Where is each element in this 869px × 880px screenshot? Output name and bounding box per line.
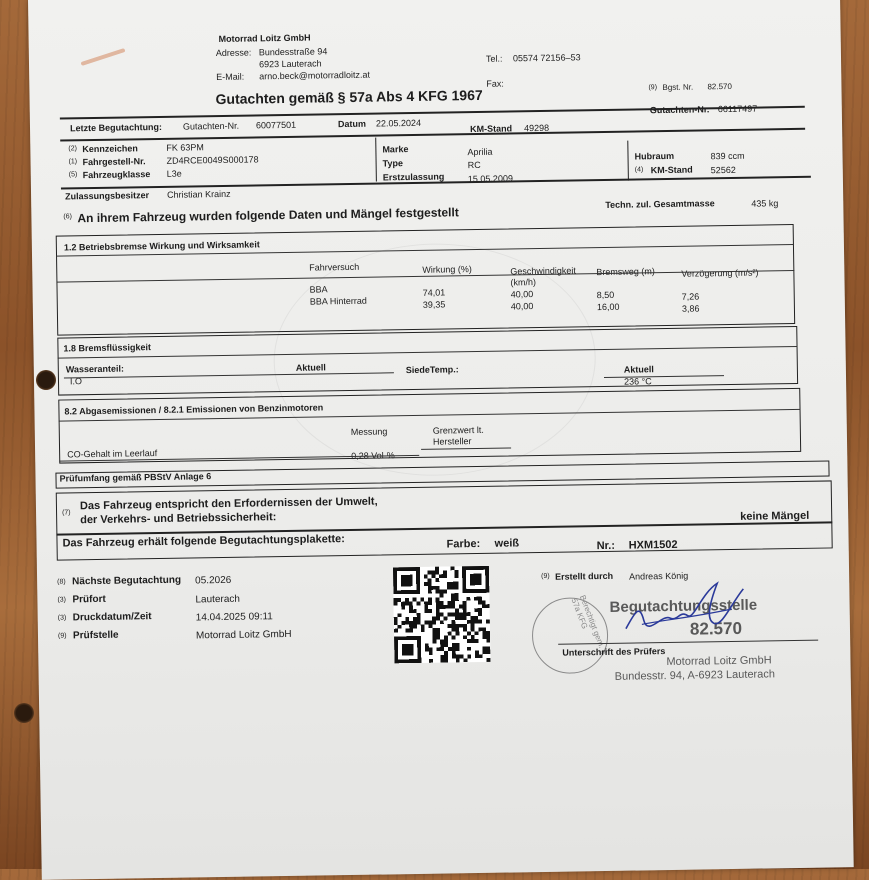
wasser-label: Wasseranteil: <box>65 363 125 375</box>
brake-row-weg: 16,00 <box>596 301 620 313</box>
marke-label: Marke <box>382 144 409 155</box>
last-datum-label: Datum <box>337 118 367 130</box>
stamp-title: Begutachtungsstelle <box>609 596 758 616</box>
punch-hole-icon <box>36 370 56 390</box>
siede-value: 236 °C <box>623 376 652 387</box>
farbe-value: weiß <box>494 537 520 550</box>
col-speed-2: (km/h) <box>510 277 537 288</box>
fluid-section <box>57 326 798 396</box>
besitzer-label: Zulassungsbesitzer <box>65 190 150 202</box>
inspection-report-sheet <box>28 0 854 880</box>
bgst-value: 82.570 <box>707 81 732 92</box>
stelle-label: Prüfstelle <box>72 629 119 642</box>
findings-num: (6) <box>63 213 73 221</box>
siede-aktuell-label: Aktuell <box>623 364 654 375</box>
masse-value: 435 kg <box>751 198 779 209</box>
col-wirkung: Wirkung (%) <box>422 264 472 275</box>
email-label: E-Mail: <box>216 71 245 83</box>
erstzulassung-label: Erstzulassung <box>382 171 445 183</box>
km-label: KM-Stand <box>650 164 693 176</box>
brake-title: 1.2 Betriebsbremse Wirkung und Wirksamkeit <box>63 239 260 253</box>
fahrgestell-num: (1) <box>68 158 78 166</box>
divider <box>627 141 629 181</box>
wasser-aktuell-label: Aktuell <box>295 362 326 373</box>
ort-value: Lauterach <box>195 593 241 606</box>
erstellt-label: Erstellt durch <box>555 570 614 582</box>
tel-value: 05574 72156–53 <box>512 52 581 64</box>
seal-text: Berechtigt gem. § 57a KFG <box>569 593 609 656</box>
grenz-line1: Grenzwert lt. <box>432 424 484 436</box>
grenz-line2: Hersteller <box>432 436 472 447</box>
kennzeichen-value: FK 63PM <box>166 142 204 153</box>
hubraum-value: 839 ccm <box>710 150 745 162</box>
klasse-label: Fahrzeugklasse <box>82 169 151 181</box>
co-label: CO-Gehalt im Leerlauf <box>67 448 158 460</box>
gutachten-label: Gutachten-Nr. <box>649 104 710 116</box>
erstellt-value: Andreas König <box>629 570 689 582</box>
address-label: Adresse: <box>215 47 252 59</box>
last-km-value: 49298 <box>523 122 550 134</box>
report-title: Gutachten gemäß § 57a Abs 4 KFG 1967 <box>215 86 483 108</box>
findings-heading: An ihrem Fahrzeug wurden folgende Daten und Mängel festgestellt <box>77 205 459 226</box>
brake-row-name: BBA <box>309 284 328 295</box>
col-verz: Verzögerung (m/s²) <box>681 267 759 279</box>
besitzer-value: Christian Krainz <box>166 188 231 200</box>
kennzeichen-num: (2) <box>68 145 77 153</box>
col-speed-1: Geschwindigkeit <box>510 265 576 277</box>
kennzeichen-label: Kennzeichen <box>82 143 138 155</box>
result-line1: Das Fahrzeug entspricht den Erfordernissen der Umwelt, <box>79 495 378 513</box>
messung-label: Messung <box>350 426 388 437</box>
type-label: Type <box>382 158 404 169</box>
last-gutachten-value: 60077501 <box>255 119 297 131</box>
brake-row-verz: 7,26 <box>681 291 700 302</box>
marke-value: Aprilia <box>467 146 493 158</box>
next-num: (8) <box>57 578 66 586</box>
masse-label: Techn. zul. Gesamtmasse <box>605 198 715 210</box>
emission-title: 8.2 Abgasemissionen / 8.2.1 Emissionen von Benzinmotoren <box>64 402 324 417</box>
brake-row-speed: 40,00 <box>510 301 534 312</box>
druck-label: Druckdatum/Zeit <box>72 611 152 624</box>
unterschrift-label: Unterschrift des Prüfers <box>562 646 666 658</box>
brake-row-name: BBA Hinterrad <box>309 295 367 307</box>
bgst-num: (9) <box>648 84 658 92</box>
email-value: arno.beck@motorradloitz.at <box>259 69 370 82</box>
next-value: 05.2026 <box>195 574 232 587</box>
stamp-company: Motorrad Loitz GmbH <box>666 654 772 669</box>
fax-label: Fax: <box>486 78 504 89</box>
ort-num: (3) <box>57 596 67 604</box>
fahrgestell-value: ZD4RCE0049S000178 <box>166 154 259 166</box>
divider <box>60 128 805 142</box>
km-num: (4) <box>634 166 644 174</box>
bgst-label: Bgst. Nr. <box>662 82 694 93</box>
brake-row-speed: 40,00 <box>510 289 534 300</box>
erstellt-num: (9) <box>541 572 550 581</box>
next-label: Nächste Begutachtung <box>72 574 182 588</box>
klasse-num: (5) <box>68 171 78 179</box>
wasser-value: I.O <box>69 376 83 387</box>
nr-label: Nr.: <box>596 539 616 553</box>
stelle-num: (9) <box>57 632 67 640</box>
co-value: 0,28 Vol-% <box>351 450 395 461</box>
last-datum-value: 22.05.2024 <box>375 117 422 129</box>
stelle-value: Motorrad Loitz GmbH <box>195 628 292 642</box>
hubraum-label: Hubraum <box>634 150 675 162</box>
gutachten-value: 66117497 <box>717 103 758 115</box>
plakette-label: Das Fahrzeug erhält folgende Begutachtungsplakette: <box>62 533 345 550</box>
tel-label: Tel.: <box>485 53 503 64</box>
fahrgestell-label: Fahrgestell-Nr. <box>82 156 146 168</box>
erstzulassung-value: 15.05.2009 <box>467 173 513 185</box>
verdict: keine Mängel <box>740 509 810 523</box>
punch-hole-icon <box>14 703 34 723</box>
stamp-number: 82.570 <box>689 618 743 639</box>
address-line1: Bundesstraße 94 <box>258 46 328 58</box>
klasse-value: L3e <box>166 168 182 179</box>
druck-num: (3) <box>57 614 67 622</box>
scope-label: Prüfumfang gemäß PBStV Anlage 6 <box>59 471 212 484</box>
brake-row-wirkung: 39,35 <box>422 299 446 310</box>
emission-section <box>58 388 801 464</box>
col-fahrversuch: Fahrversuch <box>309 261 360 273</box>
brake-row-verz: 3,86 <box>681 303 700 314</box>
last-gutachten-label: Gutachten-Nr. <box>182 120 240 132</box>
fluid-title: 1.8 Bremsflüssigkeit <box>63 342 152 354</box>
official-seal <box>531 593 609 674</box>
farbe-label: Farbe: <box>446 537 481 551</box>
siede-label: SiedeTemp.: <box>405 364 459 376</box>
qr-code-icon <box>393 566 490 663</box>
result-num: (7) <box>62 509 71 517</box>
divider <box>375 138 377 182</box>
nr-value: HXM1502 <box>628 538 678 552</box>
company-name: Motorrad Loitz GmbH <box>218 32 311 45</box>
type-value: RC <box>467 159 481 171</box>
stamp-address: Bundesstr. 94, A-6923 Lauterach <box>614 668 776 683</box>
signature-mark <box>621 579 752 651</box>
ort-label: Prüfort <box>72 593 106 606</box>
result-line2: der Verkehrs- und Betriebssicherheit: <box>80 511 277 527</box>
last-km-label: KM-Stand <box>470 123 513 135</box>
address-line2: 6923 Lauterach <box>258 58 322 70</box>
druck-value: 14.04.2025 09:11 <box>195 611 273 624</box>
col-weg: Bremsweg (m) <box>596 266 655 278</box>
brake-row-weg: 8,50 <box>596 289 615 301</box>
brake-row-wirkung: 74,01 <box>422 287 446 298</box>
last-inspection-label: Letzte Begutachtung: <box>69 121 163 134</box>
km-value: 52562 <box>710 164 736 176</box>
